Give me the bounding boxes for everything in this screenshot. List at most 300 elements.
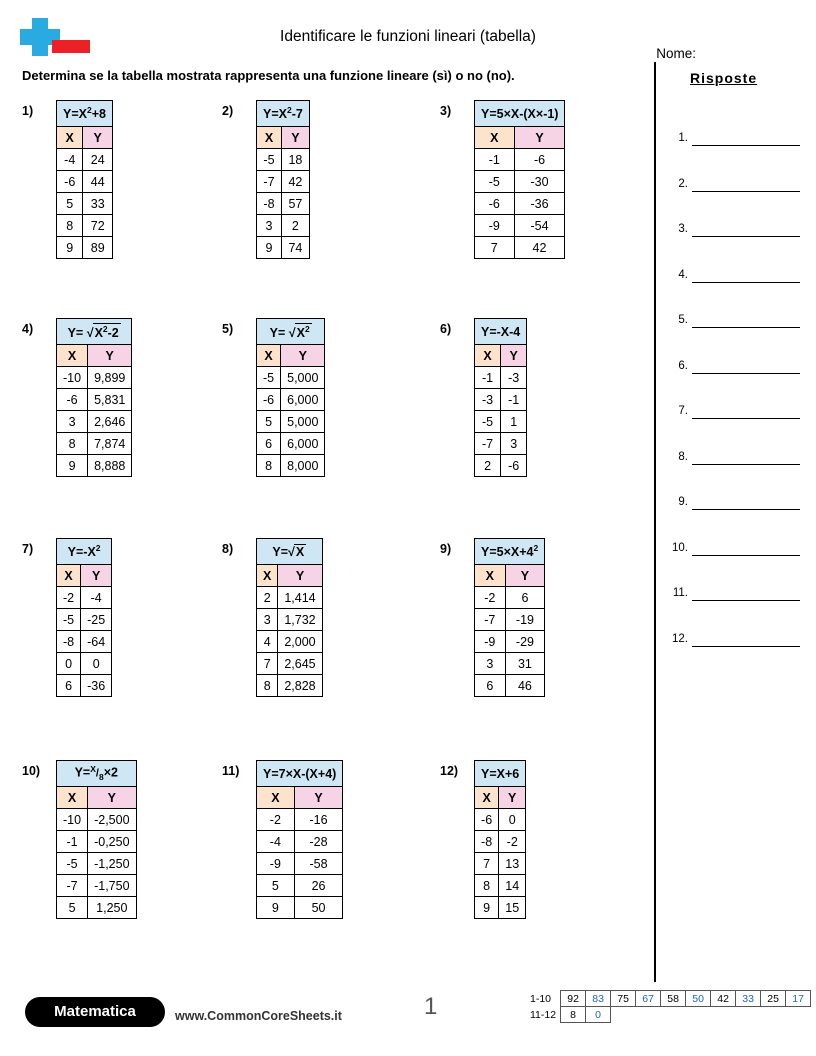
answer-blank[interactable] [692, 555, 800, 556]
cell-x: -5 [257, 367, 281, 389]
table-row [475, 609, 545, 631]
column-header-x: X [257, 565, 278, 587]
answer-blank[interactable] [692, 464, 800, 465]
answer-row [662, 625, 802, 655]
column-header-x: X [57, 565, 81, 587]
vertical-divider [654, 62, 656, 982]
answer-blank[interactable] [692, 191, 800, 192]
problem-number: 8) [222, 542, 234, 556]
cell-y: 6 [505, 587, 545, 609]
column-header-x: X [475, 345, 501, 367]
cell-x: 8 [57, 215, 83, 237]
table-row [257, 171, 310, 193]
answer-row [662, 306, 802, 336]
answer-row [662, 488, 802, 518]
problem-number: 6) [440, 322, 452, 336]
cell-y: 3 [501, 433, 527, 455]
cell-y: 5,000 [281, 367, 325, 389]
cell-y: 5,831 [88, 389, 132, 411]
table-row [257, 897, 343, 919]
cell-y: 6,000 [281, 433, 325, 455]
problem-number: 3) [440, 104, 452, 118]
score-value: 50 [686, 991, 711, 1007]
table-row [57, 455, 132, 477]
answer-row [662, 352, 802, 382]
table-row [57, 853, 137, 875]
cell-x: 7 [475, 237, 515, 259]
cell-x: 9 [257, 237, 282, 259]
table-row [57, 831, 137, 853]
cell-x: -5 [257, 149, 282, 171]
cell-y: -2,500 [88, 809, 136, 831]
column-header-x: X [57, 787, 88, 809]
table-row [57, 149, 113, 171]
brand-badge: Matematica [25, 997, 165, 1027]
function-table [474, 538, 545, 697]
score-row [528, 1007, 811, 1023]
cell-y: -58 [294, 853, 343, 875]
table-row [257, 193, 310, 215]
table-row [57, 675, 112, 697]
cell-y: 26 [294, 875, 343, 897]
cell-x: -2 [57, 587, 81, 609]
cell-x: -6 [475, 809, 499, 831]
answer-blank[interactable] [692, 236, 800, 237]
cell-x: -1 [475, 367, 501, 389]
cell-y: 15 [499, 897, 526, 919]
table-row [475, 149, 565, 171]
table-row [257, 831, 343, 853]
cell-y: 2,646 [88, 411, 132, 433]
column-header-x: X [475, 127, 515, 149]
table-row [475, 897, 526, 919]
cell-y: 33 [83, 193, 113, 215]
cell-y: 72 [83, 215, 113, 237]
table-row [257, 215, 310, 237]
table-row [475, 215, 565, 237]
table-row [475, 631, 545, 653]
cell-y: -1,250 [88, 853, 136, 875]
cell-x: 2 [475, 455, 501, 477]
cell-y: 1,732 [278, 609, 322, 631]
page-number: 1 [424, 993, 438, 1020]
table-row [257, 389, 325, 411]
cell-x: -6 [57, 389, 88, 411]
cell-y: 8,000 [281, 455, 325, 477]
cell-x: 0 [57, 653, 81, 675]
table-row [257, 609, 323, 631]
cell-x: -10 [57, 367, 88, 389]
problem-number: 12) [440, 764, 459, 778]
cell-x: -5 [57, 609, 81, 631]
cell-x: -1 [475, 149, 515, 171]
cell-y: 2 [281, 215, 309, 237]
cell-x: -6 [257, 389, 281, 411]
table-row [475, 367, 527, 389]
cell-x: 5 [257, 411, 281, 433]
cell-x: 2 [257, 587, 278, 609]
answer-blank[interactable] [692, 145, 800, 146]
score-range-label: 1-10 [530, 992, 552, 1005]
score-range-label: 11-12 [530, 1008, 557, 1021]
score-value: 25 [761, 991, 786, 1007]
problem-number: 4) [22, 322, 34, 336]
cell-y: 0 [499, 809, 526, 831]
cell-x: -9 [475, 631, 506, 653]
function-expression: Y=√X [257, 539, 323, 565]
cell-x: 8 [257, 455, 281, 477]
answer-blank[interactable] [692, 373, 800, 374]
column-header-y: Y [278, 565, 322, 587]
score-row [528, 991, 811, 1007]
table-row [475, 193, 565, 215]
answer-row [662, 124, 802, 154]
cell-x: 7 [475, 853, 499, 875]
table-row [57, 367, 132, 389]
problem-number: 9) [440, 542, 452, 556]
table-row [475, 237, 565, 259]
cell-y: 2,828 [278, 675, 322, 697]
cell-y: 7,874 [88, 433, 132, 455]
cell-y: 42 [281, 171, 309, 193]
score-value: 17 [786, 991, 811, 1007]
table-row [475, 853, 526, 875]
answer-number: 9. [678, 496, 688, 508]
function-expression: $Y=5\times X+4^2$ [475, 539, 545, 565]
function-table [56, 100, 113, 259]
answer-blank[interactable] [692, 327, 800, 328]
score-value: 8 [561, 1007, 586, 1023]
function-expression: $Y= √X^2$ [257, 319, 325, 345]
cell-y: 2,000 [278, 631, 322, 653]
score-value: 83 [586, 991, 611, 1007]
cell-x: 3 [475, 653, 506, 675]
answer-number: 10. [672, 541, 688, 554]
answer-blank[interactable] [692, 646, 800, 647]
table-row [257, 653, 323, 675]
cell-y: -3 [501, 367, 527, 389]
cell-y: 50 [294, 897, 343, 919]
score-value: 92 [561, 991, 586, 1007]
table-row [57, 433, 132, 455]
cell-y: 6,000 [281, 389, 325, 411]
cell-x: -7 [475, 609, 506, 631]
cell-x: -7 [475, 433, 501, 455]
cell-x: -9 [257, 853, 295, 875]
cell-y: -25 [81, 609, 112, 631]
function-table [256, 318, 325, 477]
answer-blank[interactable] [692, 509, 800, 510]
cell-y: 18 [281, 149, 309, 171]
column-header-x: X [257, 345, 281, 367]
cell-y: 8,888 [88, 455, 132, 477]
page-header [0, 18, 816, 64]
table-row [257, 237, 310, 259]
cell-x: 3 [257, 215, 282, 237]
answer-number: 4. [678, 268, 688, 281]
answers-heading: Risposte [690, 70, 758, 86]
table-row [57, 897, 137, 919]
cell-x: -2 [257, 809, 295, 831]
cell-x: -2 [475, 587, 506, 609]
cell-x: 9 [57, 237, 83, 259]
column-header-y: Y [501, 345, 527, 367]
cell-y: -16 [294, 809, 343, 831]
table-row [475, 675, 545, 697]
function-table [256, 538, 323, 697]
table-row [57, 587, 112, 609]
cell-x: 4 [257, 631, 278, 653]
function-expression: Y=5×X-(X×-1) [475, 101, 565, 127]
column-header-x: X [475, 787, 499, 809]
answer-number: 12. [672, 632, 688, 645]
table-row [57, 609, 112, 631]
function-table [256, 760, 343, 919]
table-row [57, 411, 132, 433]
cell-y: 89 [83, 237, 113, 259]
column-header-x: X [57, 127, 83, 149]
cell-y: -4 [81, 587, 112, 609]
cell-y: 31 [505, 653, 545, 675]
table-row [57, 193, 113, 215]
table-row [257, 367, 325, 389]
cell-x: 9 [257, 897, 295, 919]
problem-number: 10) [22, 764, 41, 778]
cell-x: 7 [257, 653, 278, 675]
function-table [56, 318, 132, 477]
answer-number: 1. [678, 132, 688, 144]
cell-y: 0 [81, 653, 112, 675]
cell-y: 13 [499, 853, 526, 875]
cell-y: 1 [501, 411, 527, 433]
table-row [57, 653, 112, 675]
cell-y: 2,645 [278, 653, 322, 675]
cell-y: -6 [501, 455, 527, 477]
cell-x: -10 [57, 809, 88, 831]
cell-x: -8 [257, 193, 282, 215]
cell-x: 3 [57, 411, 88, 433]
cell-x: 8 [475, 875, 499, 897]
table-row [257, 875, 343, 897]
cell-y: 5,000 [281, 411, 325, 433]
cell-x: 8 [257, 675, 278, 697]
cell-y: 44 [83, 171, 113, 193]
cell-y: -29 [505, 631, 545, 653]
cell-x: -1 [57, 831, 88, 853]
cell-x: -8 [475, 831, 499, 853]
name-field-label: Nome: [656, 46, 696, 61]
table-row [57, 237, 113, 259]
website-url: www.CommonCoreSheets.it [175, 1009, 342, 1023]
cell-y: 9,899 [88, 367, 132, 389]
table-row [57, 215, 113, 237]
table-row [257, 411, 325, 433]
function-expression: Y=X+6 [475, 761, 526, 787]
answer-row [662, 261, 802, 291]
answer-row [662, 443, 802, 473]
cell-y: -6 [514, 149, 565, 171]
answer-number: 6. [678, 359, 688, 372]
problem-number: 5) [222, 322, 234, 336]
cell-y: 46 [505, 675, 545, 697]
cell-y: -30 [514, 171, 565, 193]
answer-row [662, 579, 802, 609]
score-value: 42 [711, 991, 736, 1007]
column-header-y: Y [294, 787, 343, 809]
table-row [57, 389, 132, 411]
cell-x: -4 [257, 831, 295, 853]
answer-blank[interactable] [692, 282, 800, 283]
table-row [257, 433, 325, 455]
table-row [57, 875, 137, 897]
instructions-text: Determina se la tabella mostrata rappresenta una funzione lineare (sì) o no (no). [22, 68, 515, 83]
cell-x: -8 [57, 631, 81, 653]
cell-y: -36 [514, 193, 565, 215]
table-row [57, 631, 112, 653]
cell-x: 9 [475, 897, 499, 919]
table-row [475, 171, 565, 193]
cell-y: -19 [505, 609, 545, 631]
cell-x: -5 [57, 853, 88, 875]
answer-number: 5. [678, 314, 688, 326]
cell-y: 57 [281, 193, 309, 215]
page-title: Identificare le funzioni lineari (tabella) [280, 28, 536, 45]
table-row [257, 455, 325, 477]
function-expression: $Y=X^2+8$ [57, 101, 113, 127]
column-header-y: Y [505, 565, 545, 587]
answer-row [662, 215, 802, 245]
cell-y: -0,250 [88, 831, 136, 853]
cell-y: -2 [499, 831, 526, 853]
column-header-x: X [475, 565, 506, 587]
cell-x: 3 [257, 609, 278, 631]
table-row [257, 675, 323, 697]
cell-y: -36 [81, 675, 112, 697]
table-row [475, 433, 527, 455]
answer-blank[interactable] [692, 600, 800, 601]
table-row [475, 875, 526, 897]
score-value: 75 [611, 991, 636, 1007]
column-header-y: Y [88, 345, 132, 367]
column-header-y: Y [83, 127, 113, 149]
function-expression: Y=-X-4 [475, 319, 527, 345]
answer-number: 3. [678, 223, 688, 235]
answer-row [662, 397, 802, 427]
column-header-y: Y [81, 565, 112, 587]
cell-x: -3 [475, 389, 501, 411]
table-row [257, 149, 310, 171]
function-table [56, 538, 112, 697]
table-row [257, 587, 323, 609]
answer-row [662, 534, 802, 564]
table-row [475, 809, 526, 831]
problem-number: 7) [22, 542, 34, 556]
answer-number: 8. [678, 450, 688, 463]
cell-y: -64 [81, 631, 112, 653]
table-row [57, 171, 113, 193]
table-row [257, 809, 343, 831]
cell-y: 74 [281, 237, 309, 259]
function-table [474, 318, 527, 477]
column-header-x: X [257, 787, 295, 809]
column-header-x: X [257, 127, 282, 149]
answer-number: 7. [678, 405, 688, 417]
function-expression: Y=7×X-(X+4) [257, 761, 343, 787]
table-row [257, 631, 323, 653]
answer-blank[interactable] [692, 418, 800, 419]
cell-x: -9 [475, 215, 515, 237]
cell-y: -1,750 [88, 875, 136, 897]
table-row [475, 389, 527, 411]
cell-x: -6 [57, 171, 83, 193]
score-value: 0 [586, 1007, 611, 1023]
problem-number: 2) [222, 104, 234, 118]
cell-x: -4 [57, 149, 83, 171]
table-row [475, 455, 527, 477]
function-table [474, 760, 526, 919]
cell-x: 6 [475, 675, 506, 697]
cell-y: -1 [501, 389, 527, 411]
cell-x: 6 [257, 433, 281, 455]
function-table [56, 760, 137, 919]
cell-y: 1,250 [88, 897, 136, 919]
cell-y: -54 [514, 215, 565, 237]
column-header-y: Y [88, 787, 136, 809]
function-expression: $Y=X^2-7$ [257, 101, 310, 127]
column-header-y: Y [281, 345, 325, 367]
table-row [257, 853, 343, 875]
column-header-x: X [57, 345, 88, 367]
answer-number: 2. [678, 177, 688, 190]
table-row [475, 587, 545, 609]
table-row [57, 809, 137, 831]
cell-y: 1,414 [278, 587, 322, 609]
cell-x: 5 [57, 897, 88, 919]
cell-y: 14 [499, 875, 526, 897]
column-header-y: Y [514, 127, 565, 149]
answer-number: 11. [672, 587, 688, 599]
cell-x: 9 [57, 455, 88, 477]
cell-x: -6 [475, 193, 515, 215]
table-row [475, 411, 527, 433]
function-expression: $Y=^X/_8\times 2$ [57, 761, 137, 787]
problem-number: 11) [222, 764, 240, 778]
cell-x: -7 [57, 875, 88, 897]
score-value: 67 [636, 991, 661, 1007]
column-header-y: Y [499, 787, 526, 809]
cell-x: 5 [257, 875, 295, 897]
cell-y: 24 [83, 149, 113, 171]
score-key-table [528, 990, 811, 1023]
cell-x: 5 [57, 193, 83, 215]
table-row [475, 831, 526, 853]
answer-row [662, 170, 802, 200]
table-row [475, 653, 545, 675]
score-value: 33 [736, 991, 761, 1007]
function-expression: $Y= √X^2-2$ [57, 319, 132, 345]
cell-y: 42 [514, 237, 565, 259]
cell-x: -5 [475, 171, 515, 193]
cell-x: 6 [57, 675, 81, 697]
function-table [474, 100, 565, 259]
function-expression: $Y=-X^2$ [57, 539, 112, 565]
cell-x: 8 [57, 433, 88, 455]
column-header-y: Y [281, 127, 309, 149]
problem-number: 1) [22, 104, 34, 118]
cell-y: -28 [294, 831, 343, 853]
cell-x: -5 [475, 411, 501, 433]
cell-x: -7 [257, 171, 282, 193]
